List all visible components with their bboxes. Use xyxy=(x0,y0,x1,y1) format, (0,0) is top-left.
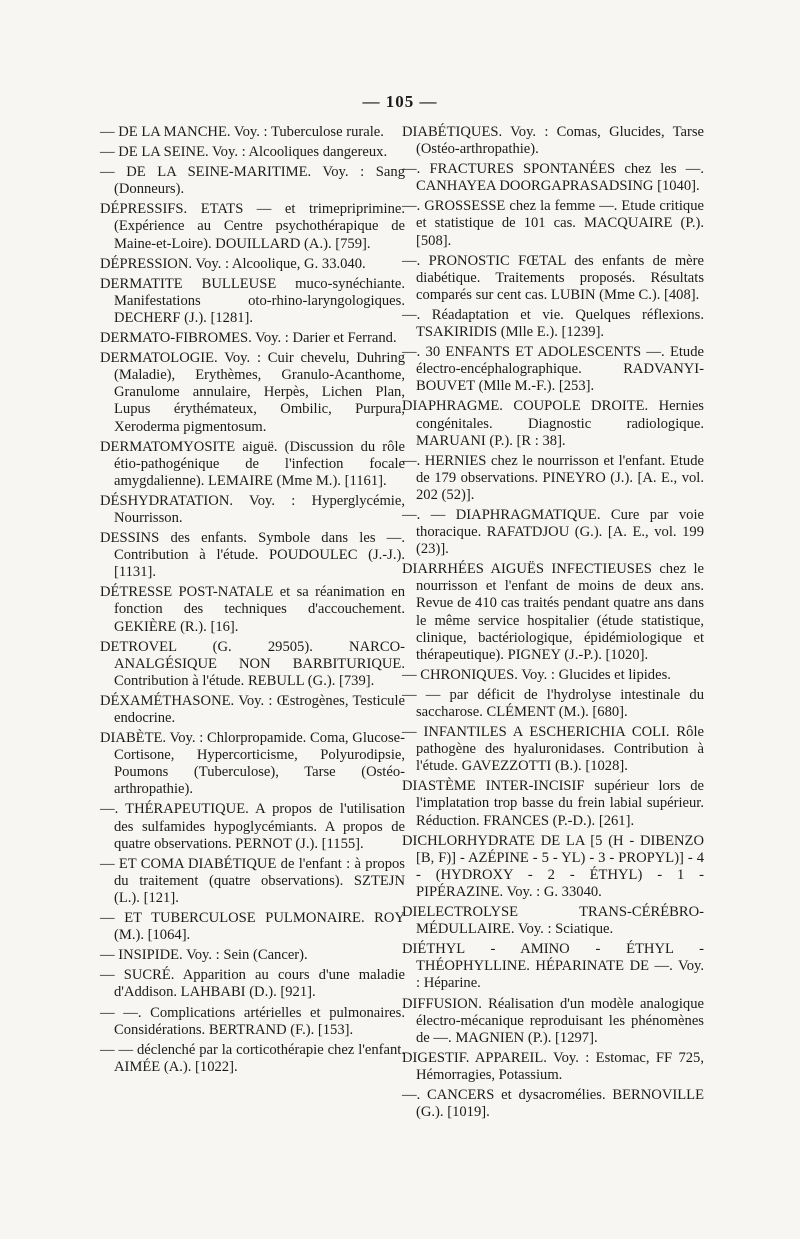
index-entry: DÉTRESSE POST-NATALE et sa réanimation en fonction des techniques d'accouchement. GEKIÈRE (R.). [16]. xyxy=(100,584,405,635)
index-entry: DÉPRESSIFS. ETATS — et trimepriprimine. (Expérience au Centre psychothérapique de Maine-et-Loire). DOUILLARD (A.). [759]. xyxy=(100,201,405,252)
index-entry: — —. Complications artérielles et pulmonaires. Considérations. BERTRAND (F.). [153]. xyxy=(100,1004,405,1038)
index-entry: DERMATOMYOSITE aiguë. (Discussion du rôle étio-pathogénique de l'infection focale amygdalienne). LEMAIRE (Mme M.). [1161]. xyxy=(100,438,405,489)
index-entry: DIABÉTIQUES. Voy. : Comas, Glucides, Tarse (Ostéo-arthropathie). xyxy=(402,124,704,158)
index-entry: DIELECTROLYSE TRANS-CÉRÉBRO-MÉDULLAIRE. Voy. : Sciatique. xyxy=(402,904,704,938)
index-entry: DIÉTHYL - AMINO - ÉTHYL - THÉOPHYLLINE. HÉPARINATE DE —. Voy. : Héparine. xyxy=(402,941,704,992)
index-entry: —. HERNIES chez le nourrisson et l'enfant. Etude de 179 observations. PINEYRO (J.). [A. E., vol. 202 (52)]. xyxy=(402,452,704,503)
index-entry: —. — DIAPHRAGMATIQUE. Cure par voie thoracique. RAFATDJOU (G.). [A. E., vol. 199 (23)]. xyxy=(402,506,704,558)
index-entry: —. CANCERS et dysacromélies. BERNOVILLE (G.). [1019]. xyxy=(402,1086,704,1121)
index-entry: — ET TUBERCULOSE PULMONAIRE. ROY (M.). [1064]. xyxy=(100,910,405,944)
index-entry: —. Réadaptation et vie. Quelques réflexions. TSAKIRIDIS (Mlle E.). [1239]. xyxy=(402,306,704,341)
index-entry: — ET COMA DIABÉTIQUE de l'enfant : à propos du traitement (quatre observations). SZTEJN (L.). [121]. xyxy=(100,855,405,906)
index-entry: — INFANTILES A ESCHERICHIA COLI. Rôle pathogène des hyaluronidases. Contribution à l'étude. GAVEZZOTTI (B.). [1028]. xyxy=(402,724,704,775)
index-entry: DICHLORHYDRATE DE LA [5 (H - DIBENZO [B, F)] - AZÉPINE - 5 - YL) - 3 - PROPYL)] - 4 - (HYDROXY - 2 - ÉTHYL) - 1 - PIPÉRAZINE. Voy. : G. 33040. xyxy=(402,832,704,900)
index-entry: — DE LA SEINE. Voy. : Alcooliques dangereux. xyxy=(100,144,388,161)
index-entry: DÉXAMÉTHASONE. Voy. : Œstrogènes, Testicule endocrine. xyxy=(100,692,405,726)
index-entry: DÉSHYDRATATION. Voy. : Hyperglycémie, Nourrisson. xyxy=(100,492,405,526)
index-entry: — CHRONIQUES. Voy. : Glucides et lipides. xyxy=(402,666,671,683)
index-entry: DÉPRESSION. Voy. : Alcoolique, G. 33.040. xyxy=(100,255,366,272)
index-entry: DIABÈTE. Voy. : Chlorpropamide. Coma, Glucose-Cortisone, Hypercorticisme, Polyurodipsie, Poumons (Tuberculose), Tarse (Ostéo-arthropathie). xyxy=(100,730,405,798)
index-entry: DIGESTIF. APPAREIL. Voy. : Estomac, FF 725, Hémorragies, Potassium. xyxy=(402,1049,704,1083)
page-number: — 105 — xyxy=(362,92,438,111)
right-column xyxy=(402,124,704,1121)
index-entry: — INSIPIDE. Voy. : Sein (Cancer). xyxy=(100,947,308,964)
index-entry: DESSINS des enfants. Symbole dans les —. Contribution à l'étude. POUDOULEC (J.-J.). [1131]. xyxy=(100,530,405,581)
index-entry: — — par déficit de l'hydrolyse intestinale du saccharose. CLÉMENT (M.). [680]. xyxy=(402,686,704,720)
index-entry: —. FRACTURES SPONTANÉES chez les —. CANHAYEA DOORGAPRASADSING [1040]. xyxy=(402,161,704,195)
index-entry: —. 30 ENFANTS ET ADOLESCENTS —. Etude électro-encéphalographique. RADVANYI-BOUVET (Mlle M.-F.). [253]. xyxy=(402,344,704,395)
index-entry: — — déclenché par la corticothérapie chez l'enfant. AIMÉE (A.). [1022]. xyxy=(100,1041,405,1075)
index-entry: DERMATITE BULLEUSE muco-synéchiante. Manifestations oto-rhino-laryngologiques. DECHERF (J.). [1281]. xyxy=(100,275,405,326)
index-entry: —. THÉRAPEUTIQUE. A propos de l'utilisation des sulfamides hypoglycémiants. A propos de quatre observations. PERNOT (J.). [1155]. xyxy=(100,801,405,852)
index-entry: DIFFUSION. Réalisation d'un modèle analogique électro-mécanique reproduisant les phénomènes de —. MAGNIEN (P.). [1297]. xyxy=(402,995,704,1046)
index-entry: —. PRONOSTIC FŒTAL des enfants de mère diabétique. Traitements proposés. Résultats comparés sur cent cas. LUBIN (Mme C.). [408]. xyxy=(402,252,704,303)
index-entry: DERMATOLOGIE. Voy. : Cuir chevelu, Duhring (Maladie), Erythèmes, Granulo-Acanthome, Granulome annulaire, Herpès, Lichen Plan, Lupus érythémateux, Ombilic, Purpura, Xeroderma pigmentosum. xyxy=(100,350,405,435)
index-entry: DETROVEL (G. 29505). NARCO-ANALGÉSIQUE NON BARBITURIQUE. Contribution à l'étude. REBULL (G.). [739]. xyxy=(100,638,405,689)
index-entry: —. GROSSESSE chez la femme —. Etude critique et statistique de 101 cas. MACQUAIRE (P.). [508]. xyxy=(402,198,704,249)
index-entry: — DE LA SEINE-MARITIME. Voy. : Sang (Donneurs). xyxy=(100,164,405,198)
index-entry: DIARRHÉES AIGUËS INFECTIEUSES chez le nourrisson et l'enfant de moins de deux ans. Revue de 410 cas traités pendant quatre ans dans le même service hospitalier (étude statistique, clinique, bactériologique, épidémiologique et thérapeutique). PIGNEY (J.-P.). [1020]. xyxy=(402,561,704,663)
left-column xyxy=(100,124,405,1076)
index-entry: DERMATO-FIBROMES. Voy. : Darier et Ferrand. xyxy=(100,330,397,347)
index-entry: — DE LA MANCHE. Voy. : Tuberculose rurale. xyxy=(100,124,384,140)
index-entry: — SUCRÉ. Apparition au cours d'une maladie d'Addison. LAHBABI (D.). [921]. xyxy=(100,967,405,1001)
index-entry: DIASTÈME INTER-INCISIF supérieur lors de l'implatation trop basse du frein labial supérieur. Réduction. FRANCES (P.-D.). [261]. xyxy=(402,778,704,829)
index-entry: DIAPHRAGME. COUPOLE DROITE. Hernies congénitales. Diagnostic radiologique. MARUANI (P.). [R : 38]. xyxy=(402,398,704,449)
